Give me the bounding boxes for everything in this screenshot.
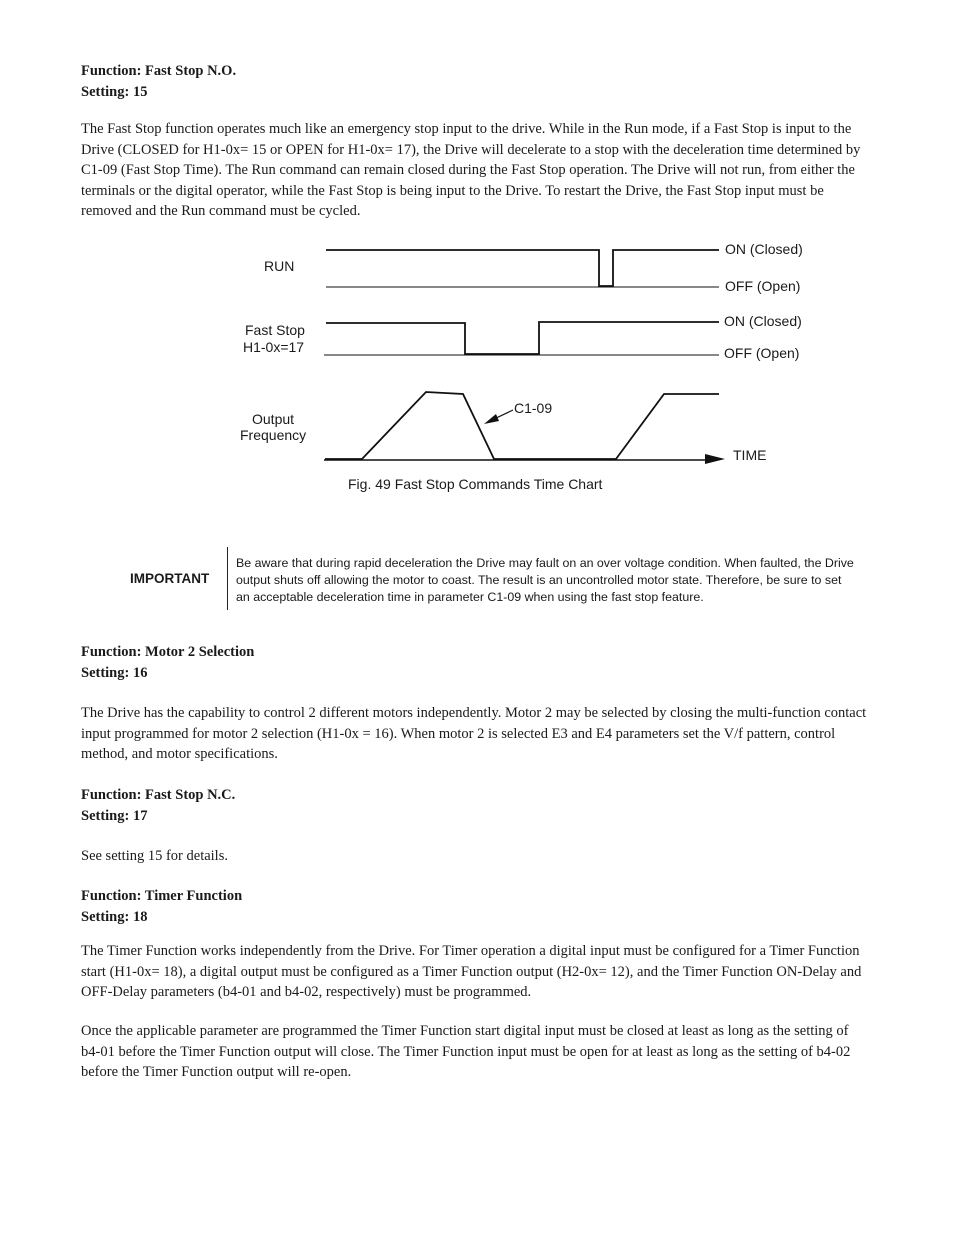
time-label: TIME: [733, 447, 767, 463]
important-label: IMPORTANT: [130, 571, 210, 586]
run-off-label: OFF (Open): [725, 278, 801, 294]
fast-stop-on-label: ON (Closed): [724, 313, 802, 329]
decel-callout-arrowhead: [484, 414, 499, 424]
important-note-text: Be aware that during rapid deceleration the Drive may fault on an over voltage condition. When faulted, the Drive output shuts off allowing the motor to coast. The result is an uncontrolled motor state. Therefore, be sure to set an acceptable deceleration time in parameter C1-09 when using the fast stop feature.: [236, 556, 854, 604]
fast-stop-time-chart: [0, 230, 954, 500]
fast-stop-signal-trace: [326, 322, 719, 354]
timer-description-1: The Timer Function works independently from the Drive. For Timer operation a digital input must be configured for a Timer Function start (H1-0x= 18), a digital output must be configured as a Timer Function output (H2-0x= 12), and the Timer Function ON-Delay and OFF-Delay parameters (b4-01 and b4-02, respectively) must be programmed.: [81, 943, 862, 1000]
function-title: Function: Timer Function: [81, 888, 243, 904]
section-fast-stop-no-heading: [81, 61, 236, 102]
section-timer-heading: [81, 886, 242, 927]
fast-stop-off-label: OFF (Open): [724, 345, 800, 361]
motor-2-description: The Drive has the capability to control 2 different motors independently. Motor 2 may be selected by closing the multi-function contact input programmed for motor 2 selection (H1-0x = 16). When motor 2 is selected E3 and E4 parameters set the V/f pattern, control method, and motor specifications.: [81, 705, 867, 762]
time-axis-arrowhead: [705, 454, 725, 464]
timer-description-2: Once the applicable parameter are programmed the Timer Function start digital input must be closed at least as long as the setting of b4-01 before the Timer Function output will close. The Timer Function input must be open for at least as long as the setting of b4-02 before the Timer Function output will re-open.: [81, 1023, 851, 1080]
output-label: Output: [252, 411, 295, 427]
section-fast-stop-nc-heading: [81, 785, 235, 826]
section-motor-2-heading: [81, 642, 254, 683]
function-title: Function: Motor 2 Selection: [81, 644, 255, 660]
frequency-label: Frequency: [240, 427, 307, 443]
setting-number: Setting: 17: [81, 807, 148, 824]
setting-number: Setting: 15: [81, 83, 148, 100]
fast-stop-nc-description: See setting 15 for details.: [81, 848, 228, 864]
run-on-label: ON (Closed): [725, 241, 803, 257]
fast-stop-label: Fast Stop: [245, 322, 305, 338]
fast-stop-param-label: H1-0x=17: [243, 339, 305, 355]
fast-stop-description: The Fast Stop function operates much like an emergency stop input to the drive. While in the Run mode, if a Fast Stop is input to the Drive (CLOSED for H1-0x= 15 or OPEN for H1-0x= 17), the Drive will decelerate to a stop with the deceleration time determined by C1-09 (Fast Stop Time). The Run command can remain closed during the Fast Stop operation. The Drive will not run, from either the terminals or the digital operator, while the Fast Stop is being input to the Drive. To restart the Drive, the Fast Stop input must be removed and the Run command must be cycled.: [81, 121, 861, 219]
decel-time-label: C1-09: [514, 400, 553, 416]
figure-caption: Fig. 49 Fast Stop Commands Time Chart: [348, 476, 603, 492]
run-label: RUN: [264, 258, 295, 274]
run-signal-trace: [326, 250, 719, 286]
function-title: Function: Fast Stop N.C.: [81, 787, 236, 803]
important-divider: [227, 547, 228, 610]
function-title: Function: Fast Stop N.O.: [81, 63, 237, 79]
setting-number: Setting: 18: [81, 908, 148, 925]
setting-number: Setting: 16: [81, 664, 148, 681]
